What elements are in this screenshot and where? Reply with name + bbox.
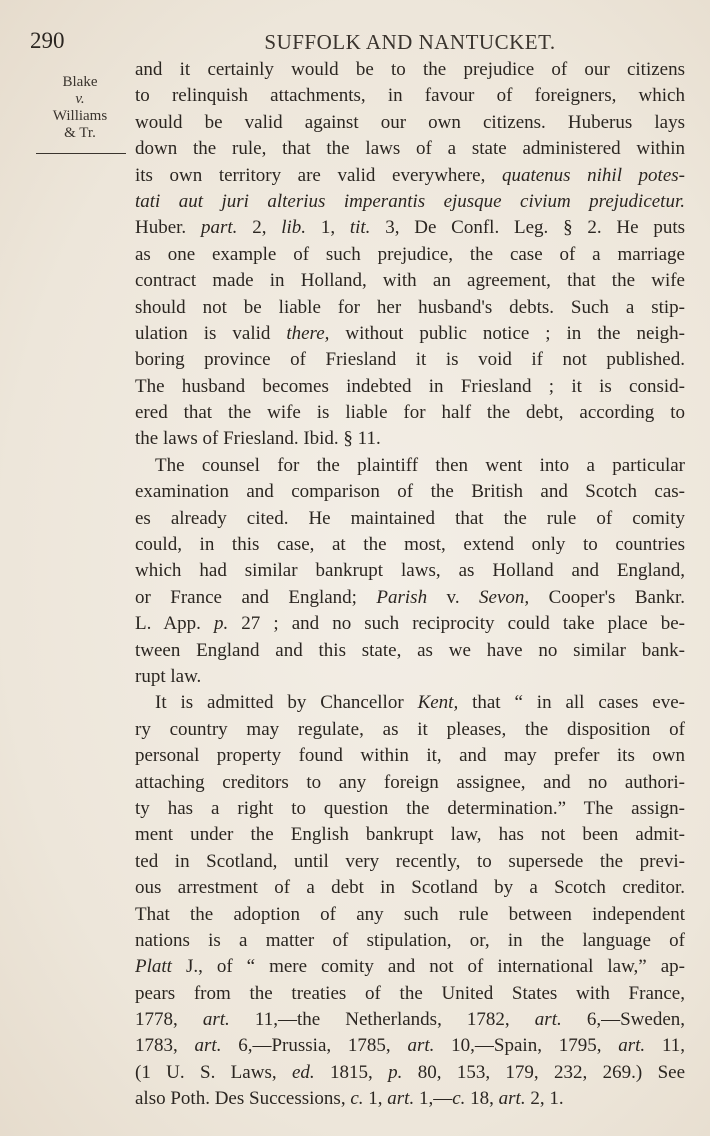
text-line [135, 743, 685, 769]
text-segment: contract made in Holland, with an agreement, that the wife [135, 270, 685, 292]
italic-text-segment: Sevon, [479, 586, 530, 608]
text-segment: Cooper's Bankr. [529, 586, 685, 608]
text-segment: would be valid against our own citizens. Huberus lays [135, 111, 685, 133]
text-line [135, 849, 685, 875]
text-line [135, 295, 685, 321]
text-segment: 1, [363, 1088, 388, 1110]
text-segment: 18, [465, 1088, 499, 1110]
text-line [135, 532, 685, 558]
italic-text-segment: tit. [349, 217, 371, 239]
text-segment: 80, 153, 179, 232, 269.) See [402, 1061, 685, 1083]
italic-text-segment: p. [388, 1061, 403, 1083]
text-line [135, 1007, 685, 1033]
text-line [135, 506, 685, 532]
text-segment: attaching creditors to any foreign assignee, and no authori- [135, 771, 685, 793]
text-segment: 1, [306, 217, 350, 239]
text-line [135, 479, 685, 505]
text-line [135, 981, 685, 1007]
text-segment: examination and comparison of the British and Scotch cas- [135, 481, 685, 503]
text-line [135, 1086, 685, 1112]
italic-text-segment: art. [407, 1035, 435, 1057]
text-line [135, 189, 685, 215]
italic-text-segment: Kent, [417, 692, 459, 714]
text-segment: (1 U. S. Laws, [135, 1061, 292, 1083]
text-segment: 11, [645, 1035, 685, 1057]
text-segment: 6,—Prussia, 1785, [221, 1035, 408, 1057]
text-segment: nations is a matter of stipulation, or, in the language of [135, 929, 685, 951]
italic-text-segment: lib. [281, 217, 307, 239]
text-segment: L. App. [135, 613, 214, 635]
text-segment: 10,—Spain, 1795, [434, 1035, 619, 1057]
text-line [135, 163, 685, 189]
text-segment: 3, De Confl. Leg. § 2. He puts [370, 217, 685, 239]
italic-text-segment: Platt [135, 956, 172, 978]
text-segment: 11,—the Netherlands, 1782, [229, 1009, 535, 1031]
text-segment: 1783, [135, 1035, 195, 1057]
text-line [135, 347, 685, 373]
italic-text-segment: ed. [291, 1061, 315, 1083]
text-segment: that “ in all cases eve- [458, 692, 685, 714]
text-segment: 1778, [135, 1009, 203, 1031]
text-segment: without public notice ; in the neigh- [329, 322, 685, 344]
italic-text-segment: art. [194, 1035, 222, 1057]
text-line [135, 1060, 685, 1086]
text-line [135, 268, 685, 294]
text-line [135, 954, 685, 980]
text-segment: 27 ; and no such reciprocity could take place be- [228, 613, 685, 635]
text-segment: 2, 1. [525, 1088, 564, 1110]
text-line [135, 242, 685, 268]
margin-note-defendant: Williams [52, 108, 108, 124]
text-segment: es already cited. He maintained that the rule of comity [135, 507, 685, 529]
text-segment: which had similar bankrupt laws, as Holland and England, [135, 560, 685, 582]
text-segment: 1815, [314, 1061, 389, 1083]
italic-text-segment: art. [387, 1088, 415, 1110]
text-line [135, 875, 685, 901]
text-line [135, 400, 685, 426]
text-segment: ment under the English bankrupt law, has not been admit- [135, 824, 685, 846]
text-segment: The counsel for the plaintiff then went into a particular [155, 454, 685, 476]
text-line [135, 136, 685, 162]
text-line [135, 110, 685, 136]
italic-text-segment: art. [498, 1088, 526, 1110]
text-line [135, 902, 685, 928]
italic-text-segment: c. [350, 1088, 364, 1110]
text-line [135, 611, 685, 637]
margin-note-versus: v. [75, 91, 85, 107]
text-segment: down the rule, that the laws of a state administered within [135, 138, 685, 160]
text-segment: The husband becomes indebted in Friesland ; it is consid- [135, 375, 685, 397]
italic-text-segment: Parish [376, 586, 428, 608]
text-line [135, 374, 685, 400]
text-segment: or France and England; [135, 586, 377, 608]
text-segment: J., of “ mere comity and not of international law,” ap- [171, 956, 685, 978]
text-line [135, 638, 685, 664]
text-segment: 2, [237, 217, 282, 239]
text-segment: It is admitted by Chancellor [155, 692, 418, 714]
italic-text-segment: c. [452, 1088, 466, 1110]
text-line [135, 717, 685, 743]
italic-text-segment: there, [286, 322, 330, 344]
italic-text-segment: p. [213, 613, 229, 635]
margin-note-case-name [34, 74, 126, 142]
text-segment: and it certainly would be to the prejudice of our citizens [135, 59, 685, 80]
text-segment: tween England and this state, as we have no similar bank- [135, 639, 685, 661]
italic-text-segment: tati aut juri alterius imperantis ejusque civium prejudicetur. [135, 190, 685, 212]
text-line [135, 453, 685, 479]
margin-note-trustee: & Tr. [64, 125, 96, 141]
text-line [135, 664, 685, 690]
text-segment: ous arrestment of a debt in Scotland by a Scotch creditor. [135, 877, 685, 899]
text-segment: the laws of Friesland. Ibid. § 11. [135, 428, 381, 450]
text-segment: rupt law. [135, 665, 202, 687]
text-segment: should not be liable for her husband's debts. Such a stip- [135, 296, 685, 318]
text-line [135, 1033, 685, 1059]
text-line [135, 215, 685, 241]
text-segment: 1,— [414, 1088, 453, 1110]
text-segment: Huber. [135, 217, 201, 239]
text-segment: boring province of Friesland it is void if not published. [135, 349, 685, 371]
text-line [135, 426, 685, 452]
text-segment: its own territory are valid everywhere, [135, 164, 502, 186]
text-line [135, 690, 685, 716]
margin-rule-divider [36, 153, 126, 154]
running-title: SUFFOLK AND NANTUCKET. [264, 30, 556, 54]
text-line [135, 796, 685, 822]
text-segment: to relinquish attachments, in favour of foreigners, which [135, 85, 685, 107]
italic-text-segment: art. [534, 1009, 562, 1031]
text-line [135, 321, 685, 347]
text-line [135, 928, 685, 954]
text-line [135, 770, 685, 796]
text-segment: as one example of such prejudice, the case of a marriage [135, 243, 685, 265]
text-line [135, 558, 685, 584]
text-segment: also Poth. Des Successions, [135, 1088, 351, 1110]
italic-text-segment: part. [200, 217, 238, 239]
text-line [135, 83, 685, 109]
text-segment: ered that the wife is liable for half the debt, according to [135, 402, 685, 424]
italic-text-segment: art. [202, 1009, 230, 1031]
body-text [135, 57, 685, 1113]
text-segment: pears from the treaties of the United States with France, [135, 982, 685, 1004]
text-segment: ted in Scotland, until very recently, to supersede the previ- [135, 850, 685, 872]
text-segment: could, in this case, at the most, extend only to countries [135, 534, 685, 556]
text-line [135, 585, 685, 611]
italic-text-segment: art. [618, 1035, 646, 1057]
text-line [135, 57, 685, 83]
text-segment: personal property found within it, and may prefer its own [135, 745, 685, 767]
margin-note-plaintiff: Blake [62, 74, 98, 90]
text-segment: 6,—Sweden, [561, 1009, 685, 1031]
text-segment: ty has a right to question the determination.” The assign- [135, 797, 685, 819]
page-number: 290 [30, 28, 65, 53]
text-segment: ulation is valid [135, 322, 287, 344]
text-segment: ry country may regulate, as it pleases, the disposition of [135, 718, 685, 740]
text-segment: That the adoption of any such rule between independent [135, 903, 685, 925]
text-segment: v. [427, 586, 480, 608]
text-line [135, 822, 685, 848]
italic-text-segment: quatenus nihil potes- [501, 164, 685, 186]
